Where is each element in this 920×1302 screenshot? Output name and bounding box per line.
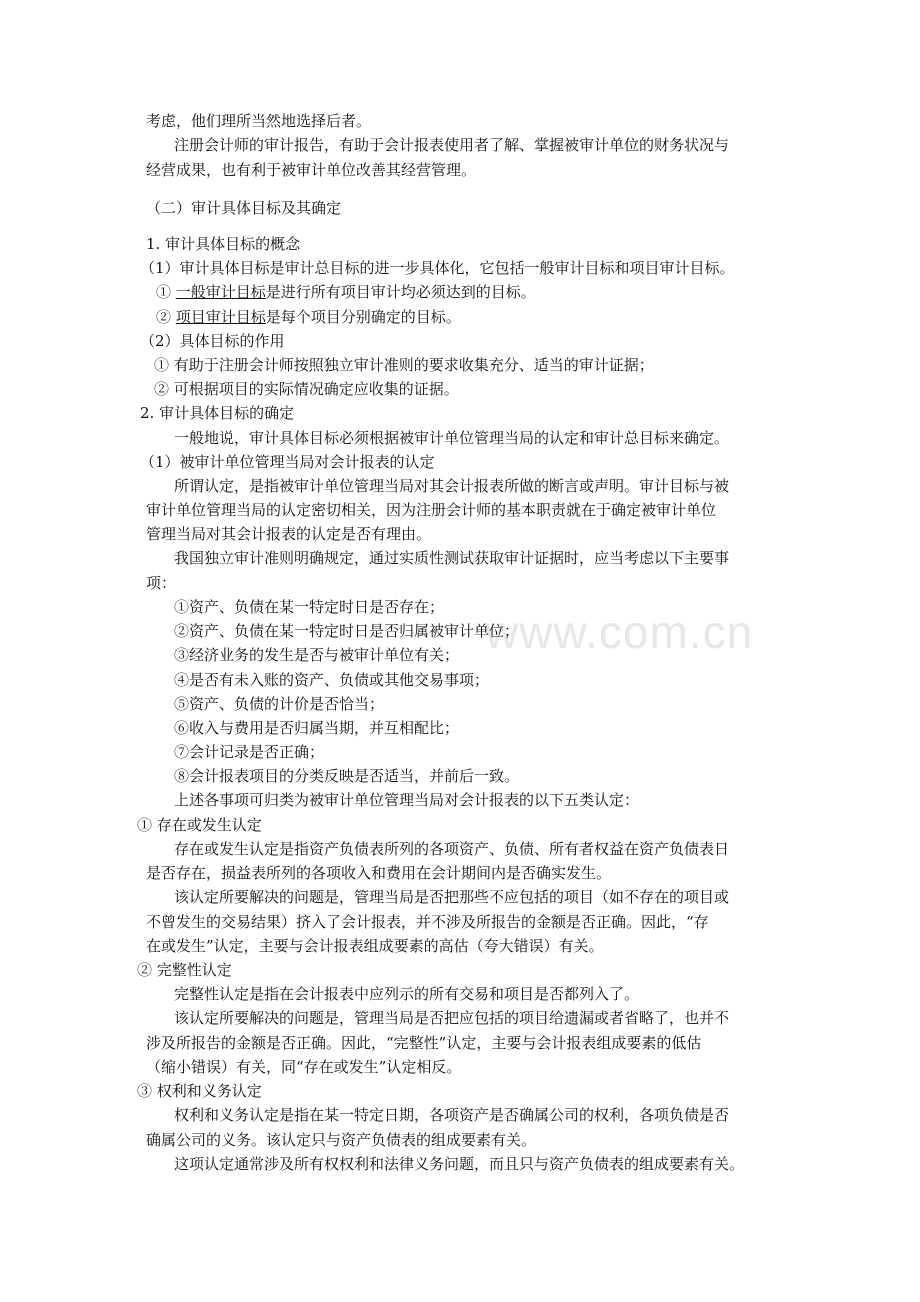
text-line: 我国独立审计准则明确规定，通过实质性测试获取审计证据时，应当考虑以下主要事 <box>174 549 730 567</box>
section-heading: （二）审计具体目标及其确定 <box>146 199 342 217</box>
item-heading: ① 存在或发生认定 <box>137 816 262 834</box>
list-item: ④是否有未入账的资产、负债或其他交易事项； <box>174 671 490 689</box>
text-line: 在或发生”认定，主要与会计报表组成要素的高估（夸大错误）有关。 <box>146 937 604 955</box>
text-line: 上述各事项可归类为被审计单位管理当局对会计报表的以下五类认定： <box>174 791 640 809</box>
definition-text: 是每个项目分别确定的目标。 <box>265 308 461 326</box>
text-line: 确属公司的义务。该认定只与资产负债表的组成要素有关。 <box>146 1131 537 1149</box>
text-line: 不曾发生的交易结果）挤入了会计报表，并不涉及所报告的金额是否正确。因此，“存 <box>146 913 709 931</box>
text-line <box>156 307 461 327</box>
text-line <box>156 282 536 302</box>
list-item: ⑥收入与费用是否归属当期，并互相配比； <box>174 719 460 737</box>
text-line: 一般地说，审计具体目标必须根据被审计单位管理当局的认定和审计总目标来确定。 <box>174 429 730 447</box>
watermark: www.com.cn <box>485 606 754 658</box>
text-line: 是否存在，损益表所列的各项收入和费用在会计期间内是否确实发生。 <box>146 864 612 882</box>
text-line: 注册会计师的审计报告，有助于会计报表使用者了解、掌握被审计单位的财务状况与 <box>174 136 730 154</box>
text-line: 权利和义务认定是指在某一特定日期，各项资产是否确属公司的权利，各项负债是否 <box>174 1106 730 1124</box>
text-line: 经营成果，也有利于被审计单位改善其经营管理。 <box>146 161 477 179</box>
underlined-term: 项目审计目标 <box>175 308 266 326</box>
item-heading: ③ 权利和义务认定 <box>137 1082 262 1100</box>
list-item: ③经济业务的发生是否与被审计单位有关； <box>174 646 460 664</box>
text-line: 完整性认定是指在会计报表中应列示的所有交易和项目是否都列入了。 <box>174 985 640 1003</box>
list-item: ①资产、负债在某一特定时日是否存在； <box>174 598 445 616</box>
text-line: 考虑，他们理所当然地选择后者。 <box>146 112 372 130</box>
subsection-heading: 2. 审计具体目标的确定 <box>140 404 295 422</box>
list-marker: ② <box>156 308 176 326</box>
text-line: （1）被审计单位管理当局对会计报表的认定 <box>140 453 435 471</box>
text-line: （1）审计具体目标是审计总目标的进一步具体化，它包括一般审计目标和项目审计目标。 <box>140 259 735 277</box>
text-line: 管理当局对其会计报表的认定是否有理由。 <box>146 525 432 543</box>
text-line: 所谓认定，是指被审计单位管理当局对其会计报表所做的断言或声明。审计目标与被 <box>174 477 730 495</box>
text-line: 该认定所要解决的问题是，管理当局是否把应包括的项目给遗漏或者省略了，也并不 <box>174 1009 730 1027</box>
text-line: 这项认定通常涉及所有权权利和法律义务问题，而且只与资产负债表的组成要素有关。 <box>174 1155 745 1173</box>
text-line: ① 有助于注册会计师按照独立审计准则的要求收集充分、适当的审计证据； <box>154 356 654 374</box>
text-line: 存在或发生认定是指资产负债表所列的各项资产、负债、所有者权益在资产负债表日 <box>174 840 730 858</box>
text-line: ② 可根据项目的实际情况确定应收集的证据。 <box>154 380 459 398</box>
text-line: （缩小错误）有关，同“存在或发生”认定相反。 <box>146 1058 462 1076</box>
list-marker: ① <box>156 283 176 301</box>
underlined-term: 一般审计目标 <box>175 283 266 301</box>
subsection-heading: 1. 审计具体目标的概念 <box>146 235 301 253</box>
text-line: 涉及所报告的金额是否正确。因此，“完整性”认定，主要与会计报表组成要素的低估 <box>146 1034 702 1052</box>
text-line: （2）具体目标的作用 <box>140 332 285 350</box>
list-item: ⑧会计报表项目的分类反映是否适当，并前后一致。 <box>174 767 520 785</box>
definition-text: 是进行所有项目审计均必须达到的目标。 <box>265 283 536 301</box>
list-item: ⑤资产、负债的计价是否恰当； <box>174 695 385 713</box>
list-item: ②资产、负债在某一特定时日是否归属被审计单位； <box>174 622 520 640</box>
text-line: 审计单位管理当局的认定密切相关，因为注册会计师的基本职责就在于确定被审计单位 <box>146 501 717 519</box>
text-line: 项： <box>146 574 177 592</box>
text-line: 该认定所要解决的问题是，管理当局是否把那些不应包括的项目（如不存在的项目或 <box>174 888 730 906</box>
item-heading: ② 完整性认定 <box>137 961 232 979</box>
list-item: ⑦会计记录是否正确； <box>174 743 325 761</box>
